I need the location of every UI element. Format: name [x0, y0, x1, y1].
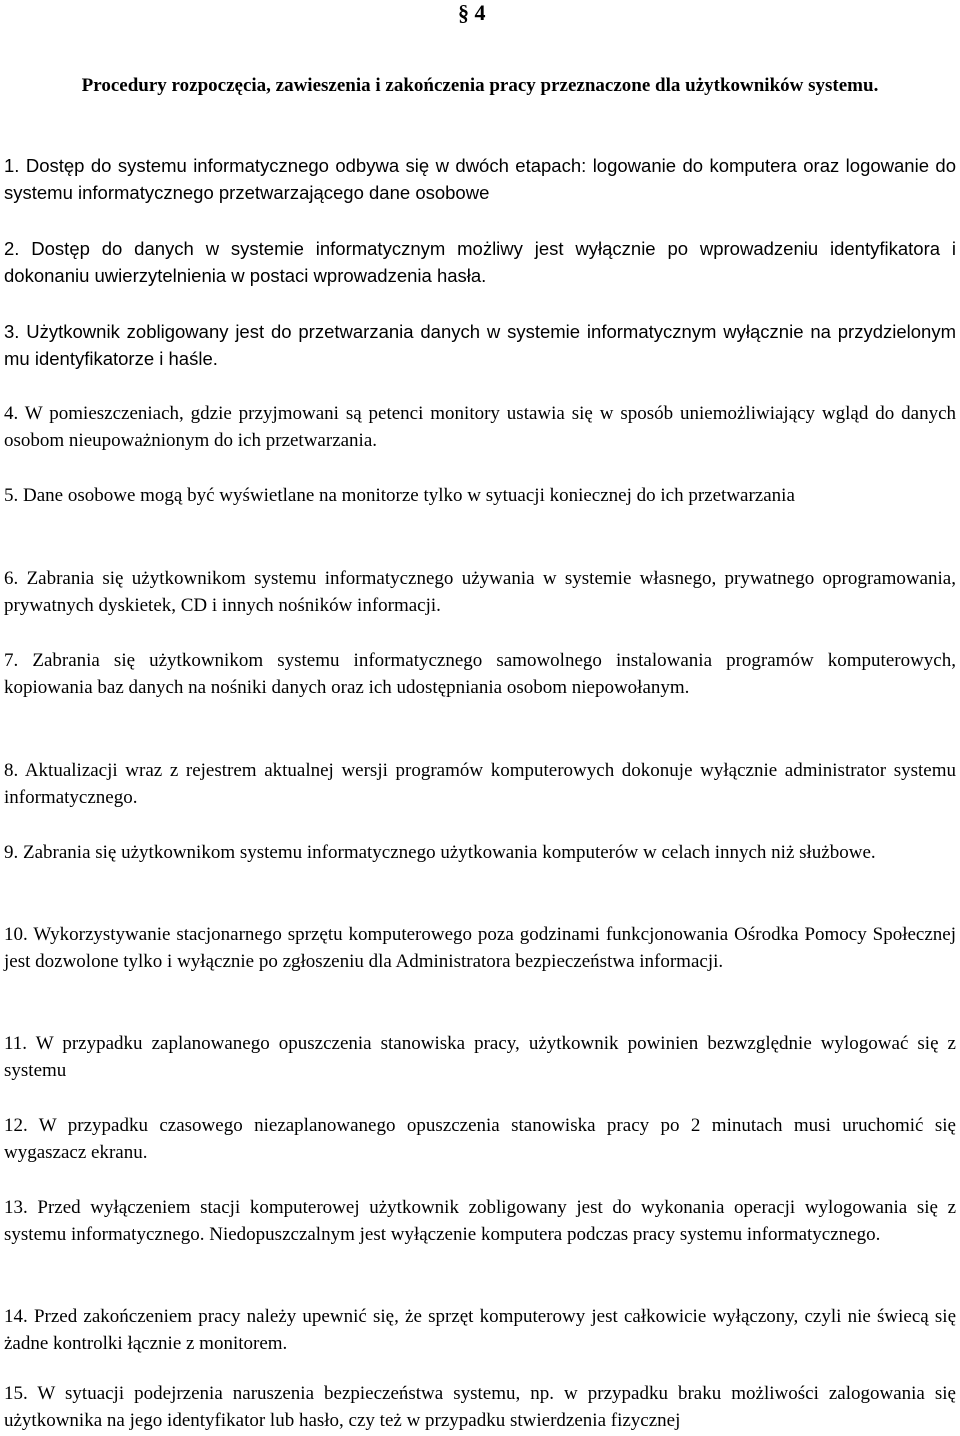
paragraph-13: 13. Przed wyłączeniem stacji komputerowej użytkownik zobligowany jest do wykonania operacji wylogowania się z systemu informatycznego. Niedopuszczalnym jest wyłączenie komputera podczas pracy systemu informatycznego. [4, 1197, 956, 1245]
paragraph-7: 7. Zabrania się użytkownikom systemu informatycznego samowolnego instalowania programów komputerowych, kopiowania baz danych na nośniki danych oraz ich udostępniania osobom niepowołanym. [4, 650, 956, 698]
paragraph-14: 14. Przed zakończeniem pracy należy upewnić się, że sprzęt komputerowy jest całkowicie wyłączony, czyli nie świecą się żadne kontrolki łącznie z monitorem. [4, 1306, 956, 1354]
paragraph-6: 6. Zabrania się użytkownikom systemu informatycznego używania w systemie własnego, prywatnego oprogramowania, prywatnych dyskietek, CD i innych nośników informacji. [4, 568, 956, 616]
paragraph-2: 2. Dostęp do danych w systemie informatycznym możliwy jest wyłącznie po wprowadzeniu identyfikatora i dokonaniu uwierzytelnienia w postaci wprowadzenia hasła. [4, 238, 956, 286]
paragraph-4: 4. W pomieszczeniach, gdzie przyjmowani są petenci monitory ustawia się w sposób uniemożliwiający wgląd do danych osobom nieupoważnionym do ich przetwarzania. [4, 403, 956, 451]
paragraph-11: 11. W przypadku zaplanowanego opuszczenia stanowiska pracy, użytkownik powinien bezwzględnie wylogować się z systemu [4, 1033, 956, 1081]
section-number: § 4 [458, 0, 486, 25]
paragraph-8: 8. Aktualizacji wraz z rejestrem aktualnej wersji programów komputerowych dokonuje wyłącznie administrator systemu informatycznego. [4, 760, 956, 808]
paragraph-12: 12. W przypadku czasowego niezaplanowanego opuszczenia stanowiska pracy po 2 minutach musi uruchomić się wygaszacz ekranu. [4, 1115, 956, 1163]
paragraph-9: 9. Zabrania się użytkownikom systemu informatycznego użytkowania komputerów w celach innych niż służbowe. [4, 842, 876, 863]
paragraph-15: 15. W sytuacji podejrzenia naruszenia bezpieczeństwa systemu, np. w przypadku braku możliwości zalogowania się użytkownika na jego identyfikator lub hasło, czy też w przypadku stwierdzenia fizycznej [4, 1383, 956, 1431]
paragraph-3: 3. Użytkownik zobligowany jest do przetwarzania danych w systemie informatycznym wyłącznie na przydzielonym mu identyfikatorze i haśle. [4, 321, 956, 369]
paragraph-5: 5. Dane osobowe mogą być wyświetlane na monitorze tylko w sytuacji koniecznej do ich przetwarzania [4, 485, 795, 506]
document-heading: Procedury rozpoczęcia, zawieszenia i zakończenia pracy przeznaczone dla użytkowników systemu. [81, 75, 879, 96]
paragraph-1: 1. Dostęp do systemu informatycznego odbywa się w dwóch etapach: logowanie do komputera oraz logowanie do systemu informatycznego przetwarzającego dane osobowe [4, 155, 956, 203]
paragraph-10: 10. Wykorzystywanie stacjonarnego sprzętu komputerowego poza godzinami funkcjonowania Ośrodka Pomocy Społecznej jest dozwolone tylko i wyłącznie po zgłoszeniu dla Administratora bezpieczeństwa informacji. [4, 924, 956, 972]
